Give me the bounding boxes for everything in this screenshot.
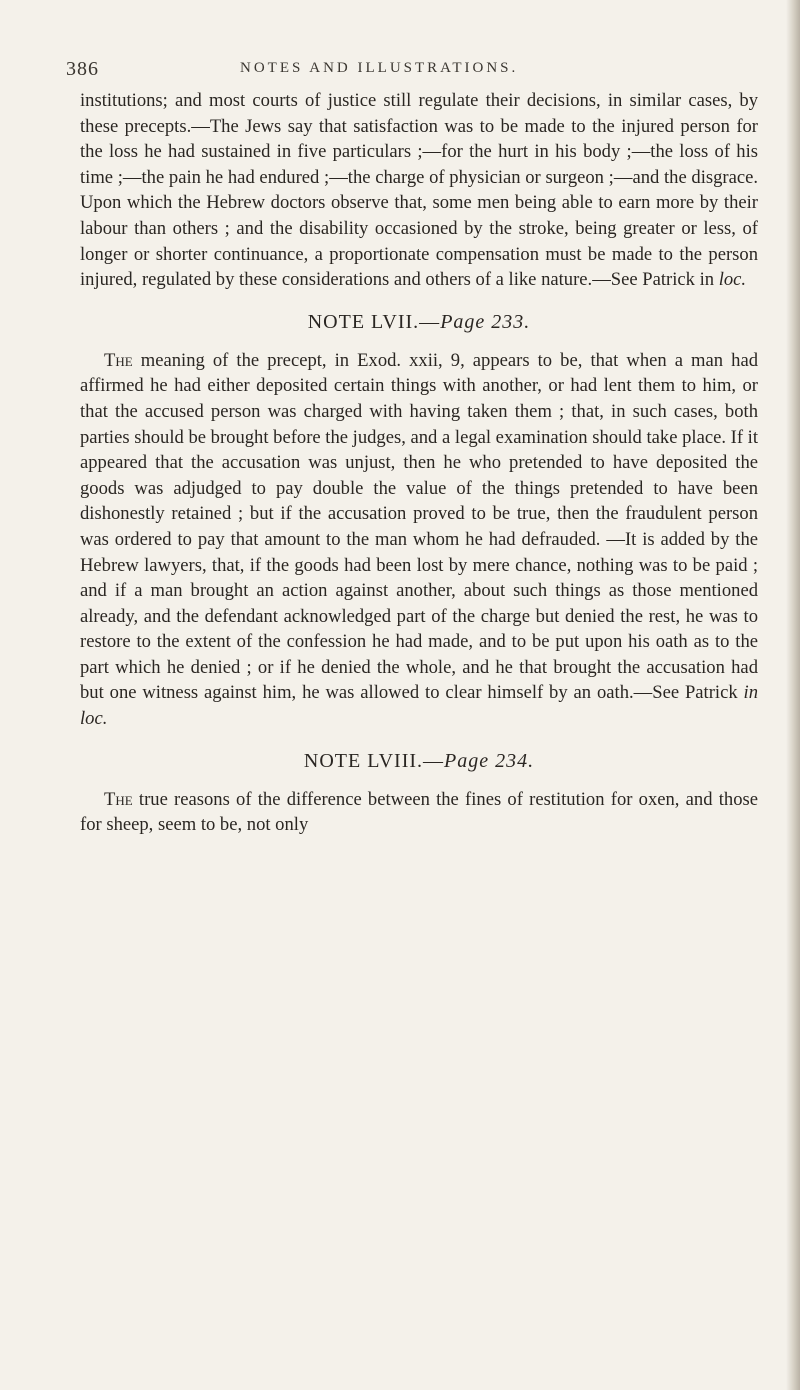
page-number: 386 <box>66 58 99 80</box>
paragraph-note-lvii <box>80 348 758 732</box>
paragraph-continued <box>80 88 758 293</box>
page-edge-shadow <box>786 0 800 1390</box>
paragraph-note-lviii <box>80 787 758 838</box>
note-page-ref: Page 233. <box>440 310 531 333</box>
citation-italic: loc. <box>718 269 747 291</box>
note-page-ref: Page 234. <box>444 749 535 772</box>
note-title: NOTE LVII.— <box>307 310 441 333</box>
paragraph-text: meaning of the precept, in Exod. xxii, 9, appears to be, that when a man had affirmed he had either deposited certain things with another, or had lent them to him, or that the accused person was charged with having taken them ; that, in such cases, both parties should be brought before the judges, and a legal examination should take place. If it appeared that the accusation was unjust, then he who pretended to have deposited the goods was adjudged to pay double the value of the things pretended to have been dishonestly retained ; but if the accusation proved to be true, then the fraudulent person was ordered to pay that amount to the man whom he had defrauded. —It is added by the Hebrew lawyers, that, if the goods had been lost by mere chance, nothing was to be paid ; and if a man brought an action against another, about such things as those mentioned already, and the defendant acknowledged part of the charge but denied the rest, he was to restore to the extent of the confession he had made, and to be put upon his oath as to the part which he denied ; or if he denied the whole, and he that brought the accusation had but one witness against him, he was allowed to clear himself by an oath.—See Patrick <box>80 349 758 704</box>
paragraph-text: institutions; and most courts of justice still regulate their decisions, in similar cases, by these precepts.—The Jews say that satisfaction was to be made to the injured person for the loss he had sustained in five particulars ;—for the hurt in his body ;—the loss of his time ;—the pain he had endured ;—the charge of physician or surgeon ;—and the disgrace. Upon which the Hebrew doctors observe that, some men being able to earn more by their labour than others ; and the disability occasioned by the stroke, being greater or less, of longer or shorter continuance, a proportionate compensation must be made to the person injured, regulated by these considerations and others of a like nature.—See Patrick in <box>80 90 758 291</box>
citation-italic: in loc. <box>80 682 758 730</box>
paragraph-lead-word: The <box>104 788 133 810</box>
note-heading-lviii <box>80 750 758 773</box>
note-heading-lvii <box>80 311 758 334</box>
note-title: NOTE LVIII.— <box>303 749 445 772</box>
paragraph-text: true reasons of the difference between the fines of restitution for oxen, and those for sheep, seem to be, not only <box>80 788 758 836</box>
running-title: NOTES AND ILLUSTRATIONS. <box>240 60 519 76</box>
paragraph-lead-word: The <box>104 349 133 371</box>
page-header <box>66 58 758 88</box>
book-page <box>66 58 758 838</box>
